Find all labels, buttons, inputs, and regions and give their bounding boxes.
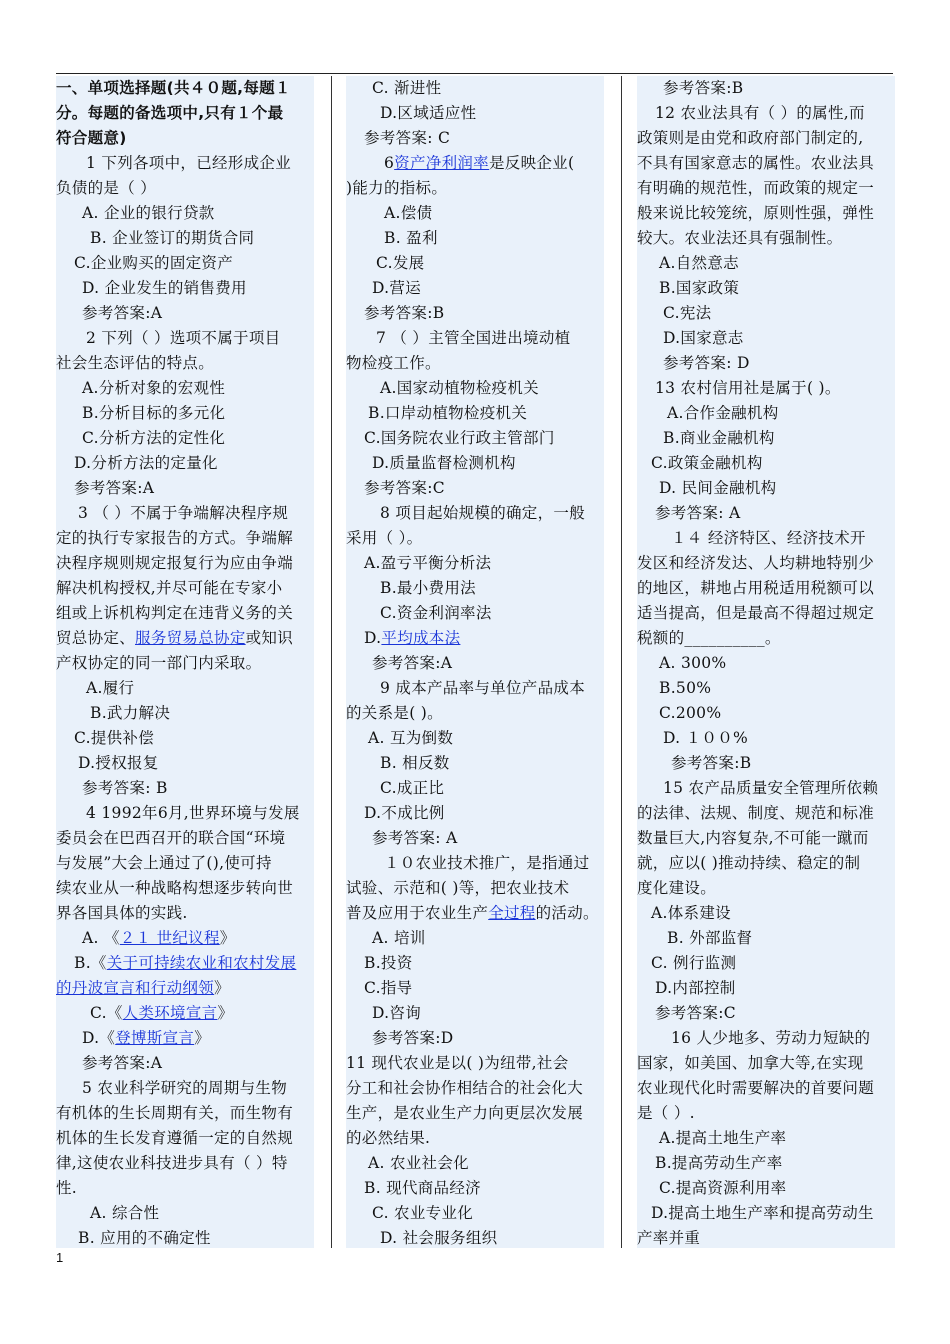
text-line: 决程序规则规定报复行为应由争端 bbox=[56, 554, 294, 572]
hyperlink[interactable]: 服务贸易总协定 bbox=[135, 629, 246, 647]
text-line: 解决机构授权,并尽可能在专家小 bbox=[56, 579, 283, 597]
text-line: C.发展 bbox=[376, 254, 425, 272]
hyperlink[interactable]: 的丹波宣言和行动纲领 bbox=[56, 979, 215, 997]
text-line: 物检疫工作。 bbox=[346, 354, 441, 372]
text-line: 度化建设。 bbox=[637, 879, 717, 897]
column-1 bbox=[56, 76, 314, 1248]
text-line: D.国家意志 bbox=[663, 329, 744, 347]
text-line: 3 （ ）不属于争端解决程序规 bbox=[78, 504, 289, 522]
text-line: 16 人少地多、劳动力短缺的 bbox=[671, 1029, 871, 1047]
text-line: B.国家政策 bbox=[659, 279, 740, 297]
text-line: 是（ ）. bbox=[637, 1104, 695, 1122]
text-line: B.投资 bbox=[364, 954, 413, 972]
text-segment: 6 bbox=[384, 154, 395, 172]
text-line: 税额的__________。 bbox=[637, 629, 781, 647]
text-line: 数量巨大,内容复杂,不可能一蹴而 bbox=[637, 829, 869, 847]
text-line: B.口岸动植物检疫机关 bbox=[368, 404, 528, 422]
hyperlink[interactable]: 资产净利润率 bbox=[394, 154, 489, 172]
text-line: 不具有国家意志的属性。农业法具 bbox=[637, 154, 875, 172]
text-line: C.200% bbox=[659, 704, 722, 722]
text-line: 参考答案:C bbox=[655, 1004, 736, 1022]
text-line: 社会生态评估的特点。 bbox=[56, 354, 215, 372]
text-line: 发区和经济发达、人均耕地特别少 bbox=[637, 554, 875, 572]
text-line bbox=[56, 1001, 233, 1026]
text-segment: A. 《 bbox=[82, 929, 120, 947]
text-line: 律,这使农业科技进步具有（ ）特 bbox=[56, 1154, 288, 1172]
text-line: B. 现代商品经济 bbox=[364, 1179, 481, 1197]
text-line: 的法律、法规、制度、规范和标准 bbox=[637, 804, 875, 822]
text-line: C.提供补偿 bbox=[74, 729, 155, 747]
text-line: 性. bbox=[56, 1179, 78, 1197]
text-line: C.宪法 bbox=[663, 304, 712, 322]
text-line bbox=[346, 901, 599, 926]
text-line: 15 农产品质量安全管理所依赖 bbox=[663, 779, 879, 797]
text-line: A.国家动植物检疫机关 bbox=[380, 379, 539, 397]
text-line: 参考答案:A bbox=[82, 1054, 163, 1072]
text-line: 产权协定的同一部门内采取。 bbox=[56, 654, 262, 672]
text-line: 政策则是由党和政府部门制定的, bbox=[637, 129, 864, 147]
text-line: 就，应以( )推动持续、稳定的制 bbox=[637, 854, 861, 872]
text-line bbox=[56, 976, 230, 1001]
text-line: １４ 经济特区、经济技术开 bbox=[671, 529, 866, 547]
text-line: 9 成本产品率与单位产品成本 bbox=[380, 679, 585, 697]
text-line: 界各国具体的实践. bbox=[56, 904, 188, 922]
text-line: 产率并重 bbox=[637, 1229, 701, 1247]
hyperlink[interactable]: 关于可持续农业和农村发展 bbox=[106, 954, 297, 972]
text-line: C.成正比 bbox=[380, 779, 445, 797]
text-line: 采用（ ）。 bbox=[346, 529, 423, 547]
text-line: 农业现代化时需要解决的首要问题 bbox=[637, 1079, 875, 1097]
hyperlink[interactable]: ２１ 世纪议程 bbox=[119, 929, 220, 947]
text-line: 1 下列各项中，已经形成企业 bbox=[86, 154, 291, 172]
text-line: 生产，是农业生产力向更层次发展 bbox=[346, 1104, 584, 1122]
text-line: 7 （ ）主管全国进出境动植 bbox=[376, 329, 571, 347]
text-line: C.国务院农业行政主管部门 bbox=[364, 429, 555, 447]
text-line: 8 项目起始规模的确定，一般 bbox=[380, 504, 585, 522]
text-line: B. 应用的不确定性 bbox=[78, 1229, 211, 1247]
text-line: 4 1992年6月,世界环境与发展 bbox=[86, 804, 300, 822]
text-line: 11 现代农业是以( )为纽带,社会 bbox=[346, 1054, 569, 1072]
text-line: 国家，如美国、加拿大等,在实现 bbox=[637, 1054, 864, 1072]
text-line: B. 相反数 bbox=[380, 754, 450, 772]
text-line: 较大。农业法还具有强制性。 bbox=[637, 229, 843, 247]
text-line: 组或上诉机构判定在违背义务的关 bbox=[56, 604, 294, 622]
text-line: C.指导 bbox=[364, 979, 413, 997]
column-3 bbox=[637, 76, 895, 1248]
text-line: 参考答案: A bbox=[372, 829, 458, 847]
text-line: 的关系是( )。 bbox=[346, 704, 443, 722]
column-2 bbox=[346, 76, 604, 1248]
text-line: 参考答案:B bbox=[663, 79, 744, 97]
text-line: A.体系建设 bbox=[651, 904, 731, 922]
text-line: D.分析方法的定量化 bbox=[74, 454, 218, 472]
text-segment: D.《 bbox=[82, 1029, 116, 1047]
text-line: B.提高劳动生产率 bbox=[655, 1154, 783, 1172]
text-line: D. １００% bbox=[663, 729, 749, 747]
text-line: C. 例行监测 bbox=[651, 954, 737, 972]
top-rule bbox=[56, 73, 893, 74]
text-line: 参考答案: C bbox=[364, 129, 451, 147]
text-line bbox=[56, 951, 296, 976]
text-line bbox=[346, 151, 574, 176]
text-line: C.资金利润率法 bbox=[380, 604, 492, 622]
text-line: A.分析对象的宏观性 bbox=[82, 379, 226, 397]
text-line bbox=[56, 1026, 210, 1051]
text-line: C. 农业专业化 bbox=[372, 1204, 474, 1222]
text-line: 分工和社会协作相结合的社会化大 bbox=[346, 1079, 584, 1097]
text-segment: 普及应用于农业生产 bbox=[346, 904, 489, 922]
text-segment: 》 bbox=[214, 979, 230, 997]
text-line: 参考答案: B bbox=[82, 779, 168, 797]
text-line: B.分析目标的多元化 bbox=[82, 404, 226, 422]
hyperlink[interactable]: 平均成本法 bbox=[381, 629, 461, 647]
text-line: 与发展”大会上通过了(),使可持 bbox=[56, 854, 272, 872]
text-line: 适当提高，但是最高不得超过规定 bbox=[637, 604, 875, 622]
text-segment: 》 bbox=[217, 1004, 234, 1022]
text-line: D. 企业发生的销售费用 bbox=[82, 279, 247, 297]
text-line: B.武力解决 bbox=[90, 704, 171, 722]
text-segment: 》 bbox=[194, 1029, 211, 1047]
text-line: A. 企业的银行贷款 bbox=[82, 204, 215, 222]
text-line: 参考答案:A bbox=[82, 304, 163, 322]
text-line: 的地区，耕地占用税适用税额可以 bbox=[637, 579, 875, 597]
text-segment: 的活动。 bbox=[535, 904, 599, 922]
text-line bbox=[56, 626, 293, 651]
page-number: 1 bbox=[56, 1250, 64, 1265]
text-line: B.最小费用法 bbox=[380, 579, 476, 597]
text-line: B. 外部监督 bbox=[667, 929, 753, 947]
text-line: 试验、示范和( )等，把农业技术 bbox=[346, 879, 570, 897]
text-line: D.区域适应性 bbox=[380, 104, 477, 122]
text-line: 委员会在巴西召开的联合国“环境 bbox=[56, 829, 286, 847]
text-line: 参考答案:D bbox=[372, 1029, 454, 1047]
text-line: 参考答案:A bbox=[372, 654, 453, 672]
text-segment: B.《 bbox=[74, 954, 107, 972]
text-segment: 贸总协定、 bbox=[56, 629, 136, 647]
text-line: A.盈亏平衡分析法 bbox=[364, 554, 492, 572]
text-line: D.内部控制 bbox=[655, 979, 736, 997]
text-line bbox=[346, 626, 460, 651]
text-line: D.营运 bbox=[372, 279, 422, 297]
text-line: D.质量监督检测机构 bbox=[372, 454, 516, 472]
text-segment: D. bbox=[364, 629, 382, 647]
text-line: 参考答案:B bbox=[671, 754, 752, 772]
text-line: A. 300% bbox=[659, 654, 727, 672]
hyperlink[interactable]: 全过程 bbox=[488, 904, 536, 922]
text-line: 分。每题的备选项中,只有１个最 bbox=[56, 104, 284, 122]
text-line: 5 农业科学研究的周期与生物 bbox=[82, 1079, 287, 1097]
text-line: D.咨询 bbox=[372, 1004, 422, 1022]
text-segment: C.《 bbox=[90, 1004, 123, 1022]
text-line: A. 农业社会化 bbox=[368, 1154, 469, 1172]
text-line: 负债的是（ ） bbox=[56, 179, 157, 197]
text-line: 的必然结果. bbox=[346, 1129, 431, 1147]
text-line: 12 农业法具有（ ）的属性,而 bbox=[655, 104, 865, 122]
hyperlink[interactable]: 登博斯宣言 bbox=[115, 1029, 195, 1047]
text-line: A.合作金融机构 bbox=[667, 404, 779, 422]
text-line: 参考答案: A bbox=[655, 504, 741, 522]
hyperlink[interactable]: 人类环境宣言 bbox=[122, 1004, 218, 1022]
text-line: B. 企业签订的期货合同 bbox=[90, 229, 255, 247]
text-line: １０农业技术推广，是指通过 bbox=[384, 854, 590, 872]
text-segment: 或知识 bbox=[245, 629, 294, 647]
text-line: C.政策金融机构 bbox=[651, 454, 763, 472]
text-line: D.不成比例 bbox=[364, 804, 445, 822]
text-line: 般来说比较笼统，原则性强，弹性 bbox=[637, 204, 875, 222]
text-line: A. 互为倒数 bbox=[368, 729, 454, 747]
text-line: 参考答案:C bbox=[364, 479, 445, 497]
text-line: 13 农村信用社是属于( )。 bbox=[655, 379, 841, 397]
text-line: 参考答案: D bbox=[663, 354, 750, 372]
text-line: 一、单项选择题(共４０题,每题１ bbox=[56, 79, 291, 97]
column-divider-1 bbox=[331, 76, 332, 1248]
text-line: D. 社会服务组织 bbox=[380, 1229, 498, 1247]
text-segment: 》 bbox=[219, 929, 236, 947]
text-line: A. 综合性 bbox=[90, 1204, 160, 1222]
text-line: C.分析方法的定性化 bbox=[82, 429, 226, 447]
text-line: 定的执行专家报告的方式。争端解 bbox=[56, 529, 294, 547]
text-line: B.50% bbox=[659, 679, 712, 697]
text-line: A.偿债 bbox=[384, 204, 433, 222]
text-line: C.提高资源利用率 bbox=[659, 1179, 787, 1197]
text-segment: 是反映企业( bbox=[488, 154, 575, 172]
text-line: 机体的生长发育遵循一定的自然规 bbox=[56, 1129, 294, 1147]
text-line: 有机体的生长周期有关，而生物有 bbox=[56, 1104, 294, 1122]
text-line: A.履行 bbox=[86, 679, 135, 697]
column-divider-2 bbox=[621, 76, 622, 1248]
text-line: )能力的指标。 bbox=[346, 179, 448, 197]
text-line: B. 盈利 bbox=[384, 229, 438, 247]
text-line: D. 民间金融机构 bbox=[659, 479, 777, 497]
text-line bbox=[56, 926, 236, 951]
text-line: 参考答案:B bbox=[364, 304, 445, 322]
text-line: C. 渐进性 bbox=[372, 79, 442, 97]
text-line: 有明确的规范性，而政策的规定一 bbox=[637, 179, 875, 197]
text-line: 参考答案:A bbox=[74, 479, 155, 497]
text-line: A.自然意志 bbox=[659, 254, 739, 272]
text-line: 续农业从一种战略构想逐步转向世 bbox=[56, 879, 294, 897]
text-line: 2 下列（ ）选项不属于项目 bbox=[86, 329, 281, 347]
text-line: D.提高土地生产率和提高劳动生 bbox=[651, 1204, 874, 1222]
text-line: 符合题意) bbox=[56, 129, 127, 147]
text-line: C.企业购买的固定资产 bbox=[74, 254, 234, 272]
text-line: B.商业金融机构 bbox=[663, 429, 775, 447]
text-line: D.授权报复 bbox=[78, 754, 159, 772]
text-line: A. 培训 bbox=[372, 929, 426, 947]
text-line: A.提高土地生产率 bbox=[659, 1129, 787, 1147]
